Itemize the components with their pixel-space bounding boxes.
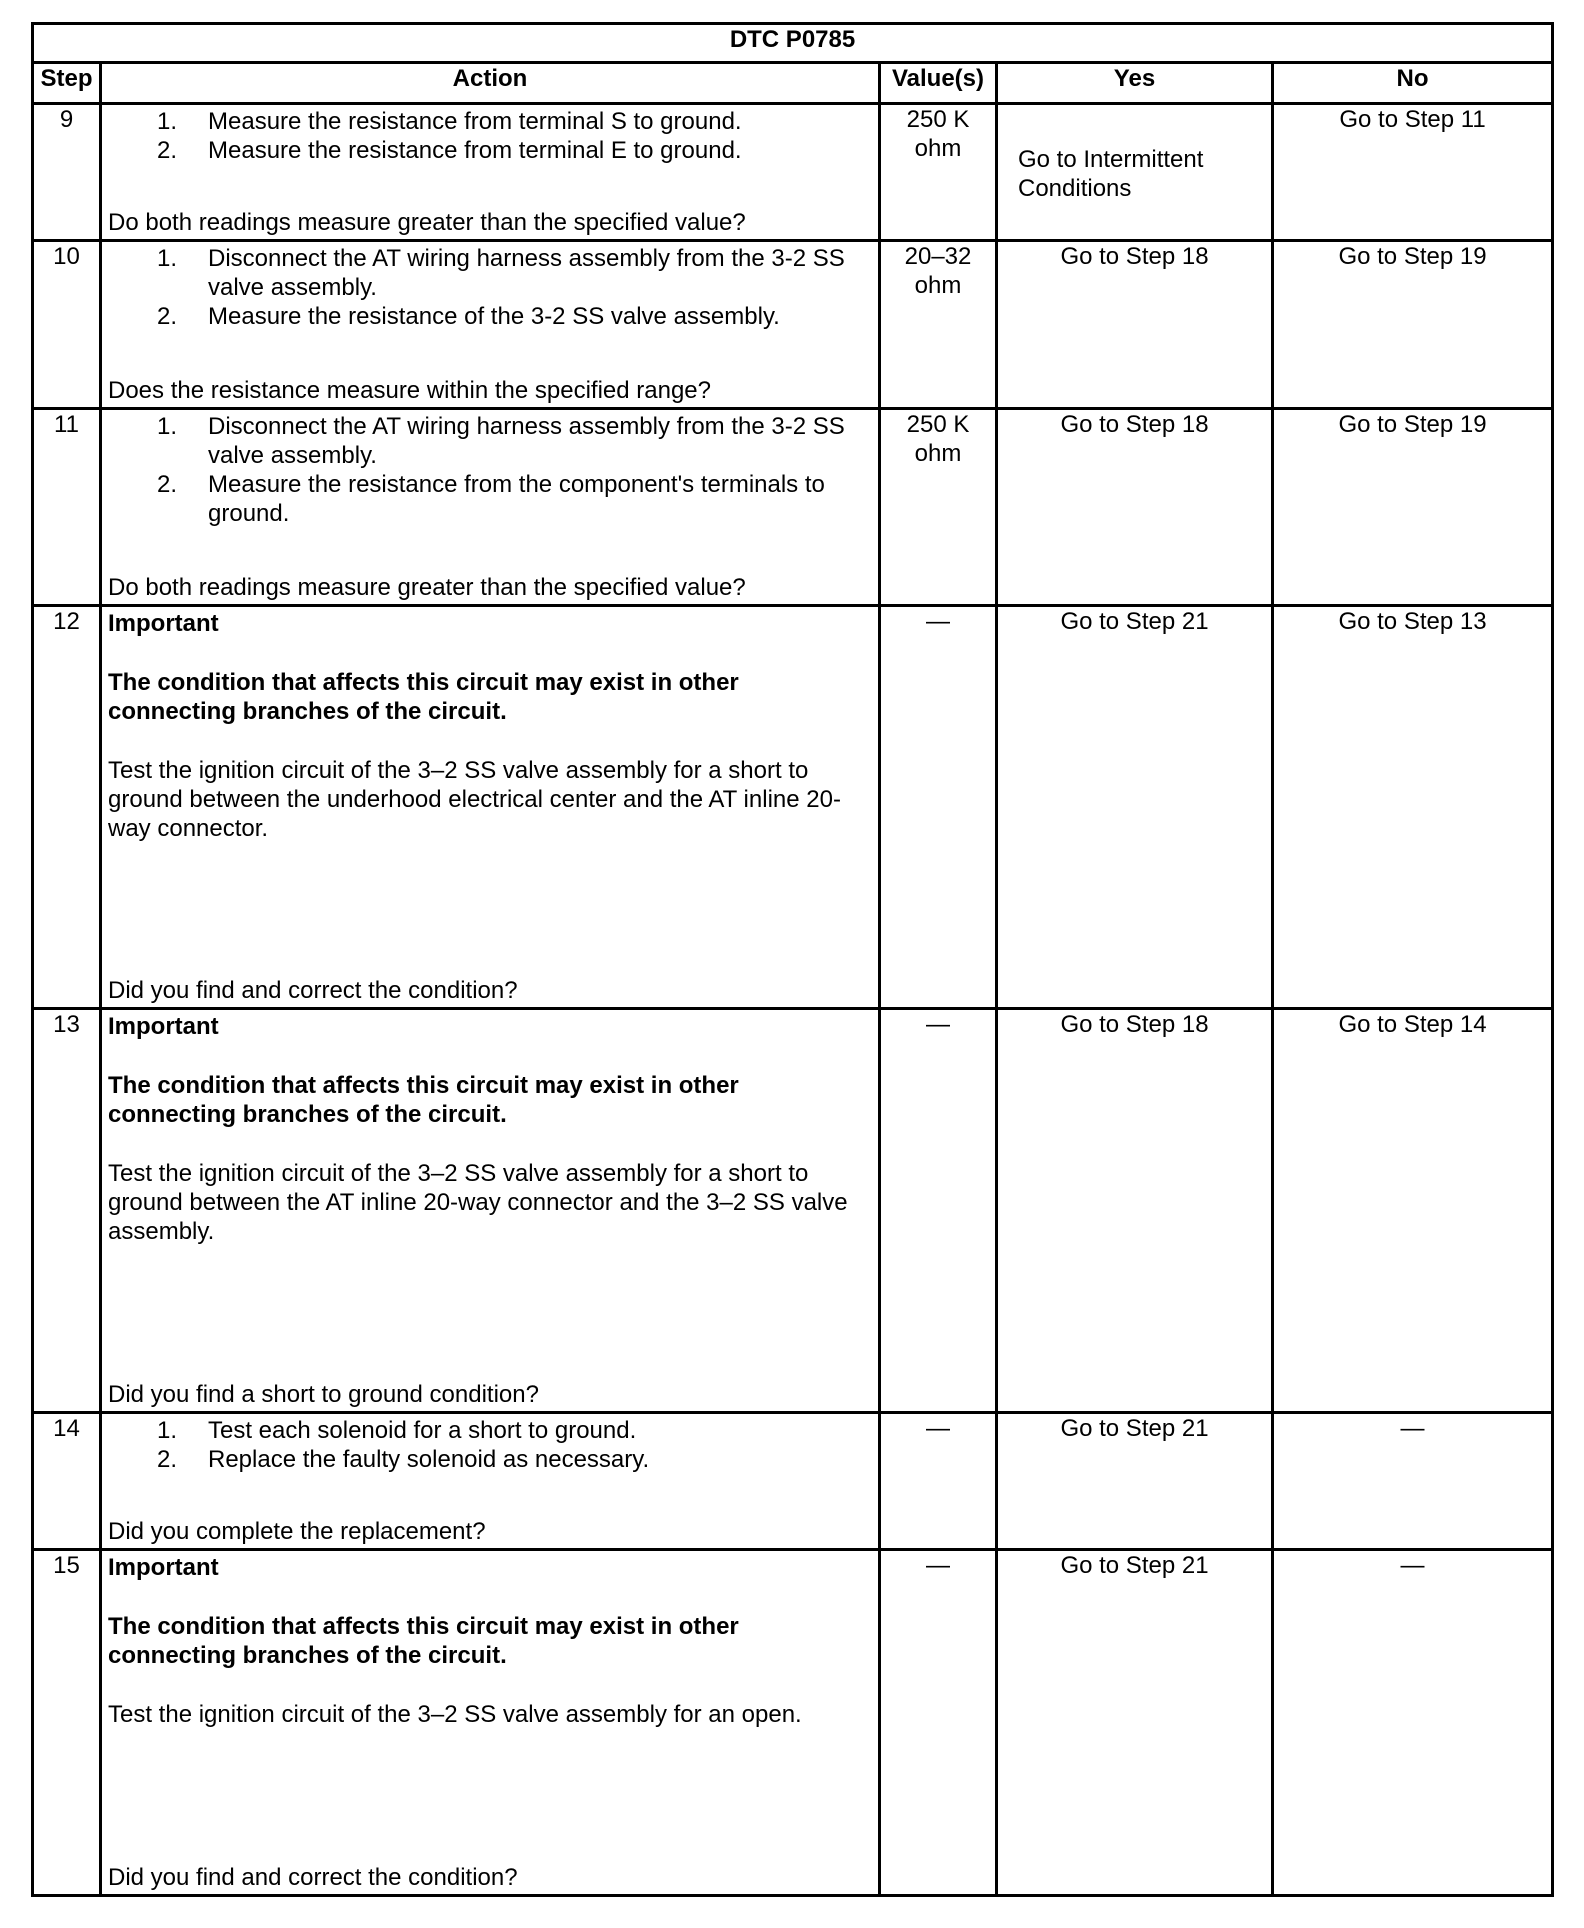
step-question: Do both readings measure greater than the specified value? <box>108 209 746 236</box>
test-instruction: Test the ignition circuit of the 3–2 SS valve assembly for a short to ground between the underhood electrical center and the AT inline 20-way connector. <box>108 757 841 842</box>
table-row <box>33 104 1553 241</box>
important-heading: Important <box>108 1013 219 1040</box>
important-note: The condition that affects this circuit may exist in other connecting branches of the circuit. <box>108 1072 739 1128</box>
no-link[interactable]: Go to Step 13 <box>1273 606 1553 1009</box>
dtc-document <box>31 22 1551 1892</box>
value-cell: 20–32 ohm <box>880 241 997 409</box>
no-link[interactable]: Go to Step 19 <box>1273 241 1553 409</box>
action-cell <box>101 1550 880 1896</box>
important-heading: Important <box>108 1554 219 1581</box>
important-note: The condition that affects this circuit may exist in other connecting branches of the circuit. <box>108 1613 739 1669</box>
value-cell: 250 K ohm <box>880 409 997 606</box>
list-item: 2. Measure the resistance of the 3-2 SS valve assembly. <box>156 303 780 330</box>
procedure-list <box>108 412 872 528</box>
table-row <box>33 241 1553 409</box>
table-row <box>33 1413 1553 1550</box>
action-cell <box>101 409 880 606</box>
yes-link[interactable]: Go to Step 21 <box>997 606 1273 1009</box>
value-cell: — <box>880 606 997 1009</box>
yes-link[interactable]: Go to Step 21 <box>997 1550 1273 1896</box>
list-item: 2. Measure the resistance from the component's terminals to ground. <box>156 471 825 527</box>
action-cell <box>101 1413 880 1550</box>
no-cell: — <box>1273 1413 1553 1550</box>
step-question: Do both readings measure greater than the specified value? <box>108 574 746 601</box>
list-item: 1. Disconnect the AT wiring harness assembly from the 3-2 SS valve assembly. <box>156 245 845 301</box>
column-header-no: No <box>1273 63 1553 104</box>
step-question: Did you find and correct the condition? <box>108 977 518 1004</box>
table-row <box>33 409 1553 606</box>
yes-link[interactable]: Go to Step 21 <box>997 1413 1273 1550</box>
step-number: 11 <box>33 409 101 606</box>
column-header-yes: Yes <box>997 63 1273 104</box>
procedure-list <box>108 244 872 331</box>
step-number: 14 <box>33 1413 101 1550</box>
yes-link[interactable]: Go to Step 18 <box>997 1009 1273 1413</box>
no-link[interactable]: Go to Step 11 <box>1273 104 1553 241</box>
step-number: 15 <box>33 1550 101 1896</box>
step-question: Did you complete the replacement? <box>108 1518 486 1545</box>
no-cell: — <box>1273 1550 1553 1896</box>
list-item: 2. Replace the faulty solenoid as necessary. <box>156 1446 650 1473</box>
value-cell: 250 K ohm <box>880 104 997 241</box>
step-question: Did you find a short to ground condition? <box>108 1381 539 1408</box>
column-header-action: Action <box>101 63 880 104</box>
column-header-step: Step <box>33 63 101 104</box>
step-number: 13 <box>33 1009 101 1413</box>
table-row <box>33 1550 1553 1896</box>
yes-link[interactable]: Go to Intermittent Conditions <box>997 104 1273 241</box>
list-item: 1. Test each solenoid for a short to ground. <box>156 1417 637 1444</box>
action-cell <box>101 606 880 1009</box>
test-instruction: Test the ignition circuit of the 3–2 SS valve assembly for a short to ground between the AT inline 20-way connector and the 3–2 SS valve assembly. <box>108 1160 848 1245</box>
table-row <box>33 1009 1553 1413</box>
value-cell: — <box>880 1009 997 1413</box>
action-cell <box>101 241 880 409</box>
list-item: 2. Measure the resistance from terminal E to ground. <box>156 137 742 164</box>
procedure-list <box>108 1416 872 1474</box>
action-cell <box>101 104 880 241</box>
procedure-list <box>108 107 872 165</box>
no-link[interactable]: Go to Step 19 <box>1273 409 1553 606</box>
important-note: The condition that affects this circuit may exist in other connecting branches of the circuit. <box>108 669 739 725</box>
no-link[interactable]: Go to Step 14 <box>1273 1009 1553 1413</box>
test-instruction: Test the ignition circuit of the 3–2 SS valve assembly for an open. <box>108 1701 802 1728</box>
table-row <box>33 606 1553 1009</box>
step-number: 12 <box>33 606 101 1009</box>
important-heading: Important <box>108 610 219 637</box>
list-item: 1. Measure the resistance from terminal S to ground. <box>156 108 742 135</box>
value-cell: — <box>880 1550 997 1896</box>
yes-link[interactable]: Go to Step 18 <box>997 409 1273 606</box>
dtc-table <box>31 22 1554 1897</box>
yes-link[interactable]: Go to Step 18 <box>997 241 1273 409</box>
table-title: DTC P0785 <box>33 24 1553 63</box>
value-cell: — <box>880 1413 997 1550</box>
list-item: 1. Disconnect the AT wiring harness assembly from the 3-2 SS valve assembly. <box>156 413 845 469</box>
step-number: 10 <box>33 241 101 409</box>
step-question: Did you find and correct the condition? <box>108 1864 518 1891</box>
column-header-values: Value(s) <box>880 63 997 104</box>
step-question: Does the resistance measure within the specified range? <box>108 377 711 404</box>
step-number: 9 <box>33 104 101 241</box>
action-cell <box>101 1009 880 1413</box>
